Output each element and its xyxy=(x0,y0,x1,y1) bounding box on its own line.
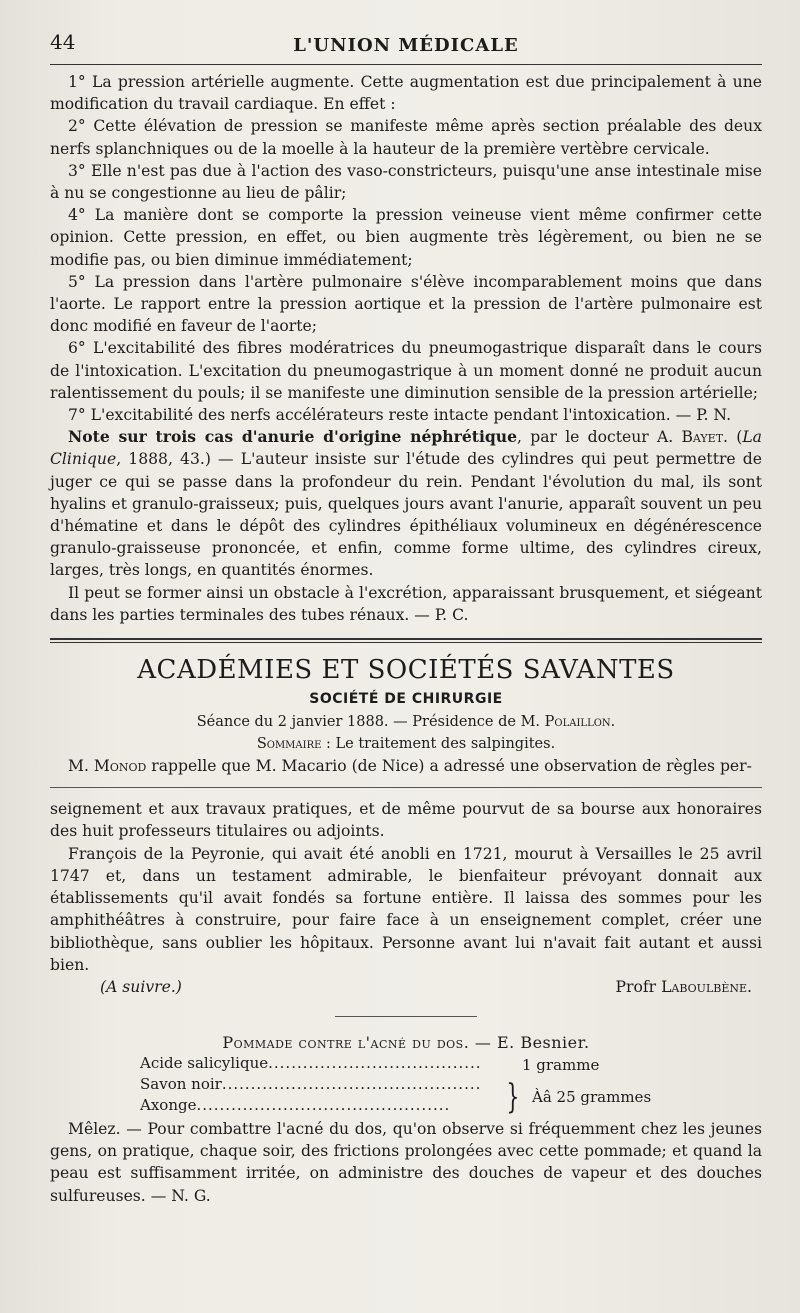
continuation-paragraph-2: François de la Peyronie, qui avait été anobli en 1721, mourut à Versailles le 25 avril 1747 et, dans un testament admirable, le bienfaiteur prévoyant donnait aux établissements qu'il avait fondés sa fortune entière. Il laissa des sommes pour les amphithéâtres à construire, pour faire face à un enseignement complet, créer une bibliothèque, sans oublier les hôpitaux. Personne avant lui n'avait fait autant et aussi bien. xyxy=(50,844,762,974)
continuation-text xyxy=(50,798,762,998)
note-byline: , par le docteur A. xyxy=(517,428,682,447)
ingredient-quantity: 1 gramme xyxy=(522,1055,600,1074)
findings-list xyxy=(50,71,762,426)
ingredient-quantity: Àâ 25 grammes xyxy=(532,1087,652,1106)
ingredient-row: Axonge............................................ xyxy=(140,1095,451,1114)
finding-item: 1° La pression artérielle augmente. Cette augmentation est due principalement à une modification du travail cardiaque. En effet : xyxy=(50,73,762,114)
note-title: Note sur trois cas d'anurie d'origine néphrétique xyxy=(68,427,518,447)
signature: Profr Laboulbène. xyxy=(615,977,752,996)
brace-mark: } xyxy=(506,1076,520,1117)
finding-item: 5° La pression dans l'artère pulmonaire s'élève incomparablement moins que dans l'aorte. Le rapport entre la pression aortique et la pression de l'artère pulmonaire est donc modifié en faveur de l'aorte; xyxy=(50,272,762,336)
ingredient-row: Acide salicylique..................................... xyxy=(140,1053,482,1072)
to-follow: (A suivre.) xyxy=(100,977,182,996)
session-line: Séance du 2 janvier 1888. — Présidence de M. Polaillon. xyxy=(196,714,616,731)
signature-row xyxy=(50,976,762,998)
opening-text: rappelle que M. Macario (de Nice) a adressé une observation de règles per- xyxy=(146,757,752,776)
finding-item: 6° L'excitabilité des fibres modératrices du pneumogastrique disparaît dans le cours de l'intoxication. L'excitation du pneumogastrique à un moment donné ne produit aucun ralentissement du pouls; il se manifeste une diminution sensible de la pression artérielle; xyxy=(50,339,762,402)
opening-name: Monod xyxy=(93,757,147,776)
note-author: Bayet xyxy=(681,428,724,447)
opening-line: M. Monod rappelle que M. Macario (de Nice) a adressé une observation de règles per- xyxy=(68,757,752,776)
running-title: L'UNION MÉDICALE xyxy=(293,35,519,56)
section-divider xyxy=(50,638,762,643)
note-source-ref: , 1888, 43.) xyxy=(116,450,211,469)
note-paragraph xyxy=(50,426,762,581)
page-number: 44 xyxy=(50,30,76,54)
note-source-open: . ( xyxy=(723,428,743,447)
note-paragraph-2: Il peut se former ainsi un obstacle à l'excrétion, apparaissant brusquement, et siégeant dans les parties terminales des tubes rénaux. — P. C. xyxy=(50,583,762,624)
finding-item: 4° La manière dont se comporte la pression veineuse vient même confirmer cette opinion. Cette pression, en effet, ou bien augmente très légèrement, ou bien ne se modifie pas, ou bien diminue immédiatement; xyxy=(50,206,762,269)
section-title: ACADÉMIES ET SOCIÉTÉS SAVANTES xyxy=(137,655,675,686)
finding-item: 2° Cette élévation de pression se manifeste même après section préalable des deux nerfs splanchniques ou de la moelle à la hauteur de la première vertèbre cervicale. xyxy=(50,117,762,158)
formula-instructions: Mêlez. — Pour combattre l'acné du dos, qu'on observe si fréquemment chez les jeunes gens, on pratique, chaque soir, des frictions prolongées avec cette pommade; et quand la peau est suffisamment irritée, on administre des douches de vapeur et des douches sulfureuses. — N. G. xyxy=(50,1119,762,1205)
note-source-journal: La Clinique xyxy=(50,428,762,469)
anuria-note xyxy=(50,426,762,626)
finding-item: 7° L'excitabilité des nerfs accélérateurs reste intacte pendant l'intoxication. — P. N. xyxy=(68,406,732,425)
header-rule xyxy=(50,64,762,65)
session-president: Polaillon xyxy=(544,714,611,731)
page-header xyxy=(50,18,762,56)
continuation-paragraph-1: seignement et aux travaux pratiques, et de même pourvut de sa bourse aux honoraires des huit professeurs titulaires ou adjoints. xyxy=(50,800,762,841)
summary-label: Sommaire xyxy=(256,736,322,753)
formula-title: Pommade contre l'acné du dos. — E. Besnier. xyxy=(222,1032,590,1052)
ingredient-row: Savon noir............................................. xyxy=(140,1074,482,1093)
summary-text: : Le traitement des salpingites. xyxy=(321,736,556,753)
formula-rule xyxy=(335,1016,477,1017)
column-break-rule xyxy=(50,787,762,788)
summary-line xyxy=(50,733,762,755)
ingredient-list xyxy=(140,1054,762,1118)
note-body: — L'auteur insiste sur l'étude des cylindres qui peut permettre de juger ce qui se passe dans la profondeur du rein. Pendant l'évolution du mal, ils sont hyalins et granulo-graisseux; puis, quelques jours avant l'anurie, apparaît souvent un peu d'hématine et dans le dépôt des cylindres épithéliaux volumineux en dégénérescence granulo-graisseuse prononcée, et enfin, comme forme ultime, des cylindres cireux, larges, très longs, en quantités énormes. xyxy=(50,450,762,580)
society-title: SOCIÉTÉ DE CHIRURGIE xyxy=(309,691,503,708)
session-text: Séance du 2 janvier 1888. — Présidence de M. xyxy=(196,714,545,731)
finding-item: 3° Elle n'est pas due à l'action des vaso-constricteurs, puisqu'une anse intestinale mise à nu se congestionne au lieu de pâlir; xyxy=(50,161,762,203)
